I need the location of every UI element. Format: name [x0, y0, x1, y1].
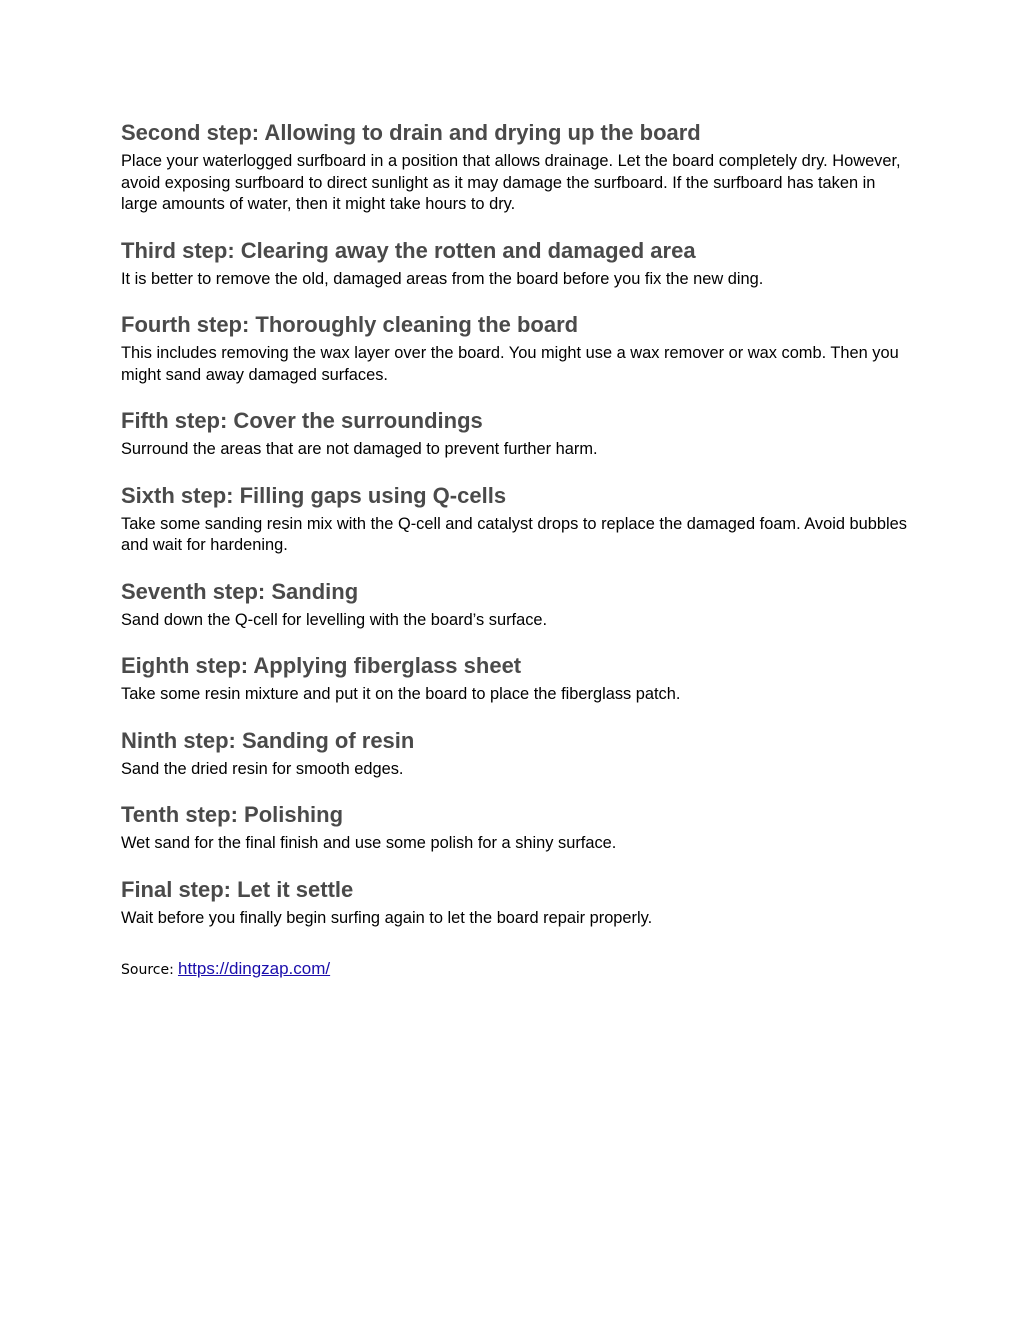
step-body: Take some resin mixture and put it on the board to place the fiberglass patch. [121, 685, 681, 703]
step-body: Wet sand for the final finish and use some polish for a shiny surface. [121, 834, 617, 852]
step-heading: Ninth step: Sanding of resin [121, 727, 415, 753]
source-link[interactable]: https://dingzap.com/ [177, 959, 331, 978]
step-tenth [121, 800, 911, 855]
step-fifth [121, 406, 911, 461]
step-body: Place your waterlogged surfboard in a position that allows drainage. Let the board completely dry. However, avoid exposing surfboard to direct sunlight as it may damage the surfboard. If the surfboard has taken in large amounts of water, then it might take hours to dry. [121, 152, 901, 213]
step-third [121, 236, 911, 291]
step-heading: Fourth step: Thoroughly cleaning the board [121, 312, 579, 337]
step-body: Sand down the Q-cell for levelling with the board’s surface. [121, 610, 548, 629]
step-final [121, 875, 911, 930]
step-heading: Third step: Clearing away the rotten and damaged area [121, 237, 696, 263]
source-label: Source: [121, 962, 174, 978]
step-body: Take some sanding resin mix with the Q-cell and catalyst drops to replace the damaged foam. Avoid bubbles and wait for hardening. [121, 514, 907, 554]
step-body: Wait before you finally begin surfing again to let the board repair properly. [121, 908, 653, 927]
step-heading: Tenth step: Polishing [121, 802, 344, 827]
step-heading: Fifth step: Cover the surroundings [121, 408, 483, 433]
step-eighth [121, 651, 911, 706]
step-body: This includes removing the wax layer over the board. You might use a wax remover or wax comb. Then you might sand away damaged surfaces. [121, 344, 899, 384]
step-second [121, 118, 911, 216]
step-body: It is better to remove the old, damaged areas from the board before you fix the new ding. [121, 269, 764, 288]
step-body: Surround the areas that are not damaged to prevent further harm. [121, 440, 598, 458]
step-heading: Second step: Allowing to drain and drying up the board [121, 120, 701, 145]
step-heading: Final step: Let it settle [121, 876, 354, 902]
step-heading: Eighth step: Applying fiberglass sheet [121, 653, 522, 678]
step-heading: Sixth step: Filling gaps using Q-cells [121, 482, 507, 508]
step-seventh [121, 577, 911, 632]
step-heading: Seventh step: Sanding [121, 578, 359, 604]
step-sixth [121, 481, 911, 557]
step-fourth [121, 310, 911, 386]
step-body: Sand the dried resin for smooth edges. [121, 759, 404, 778]
document-page [121, 118, 911, 981]
source-line [121, 958, 911, 981]
step-ninth [121, 726, 911, 781]
